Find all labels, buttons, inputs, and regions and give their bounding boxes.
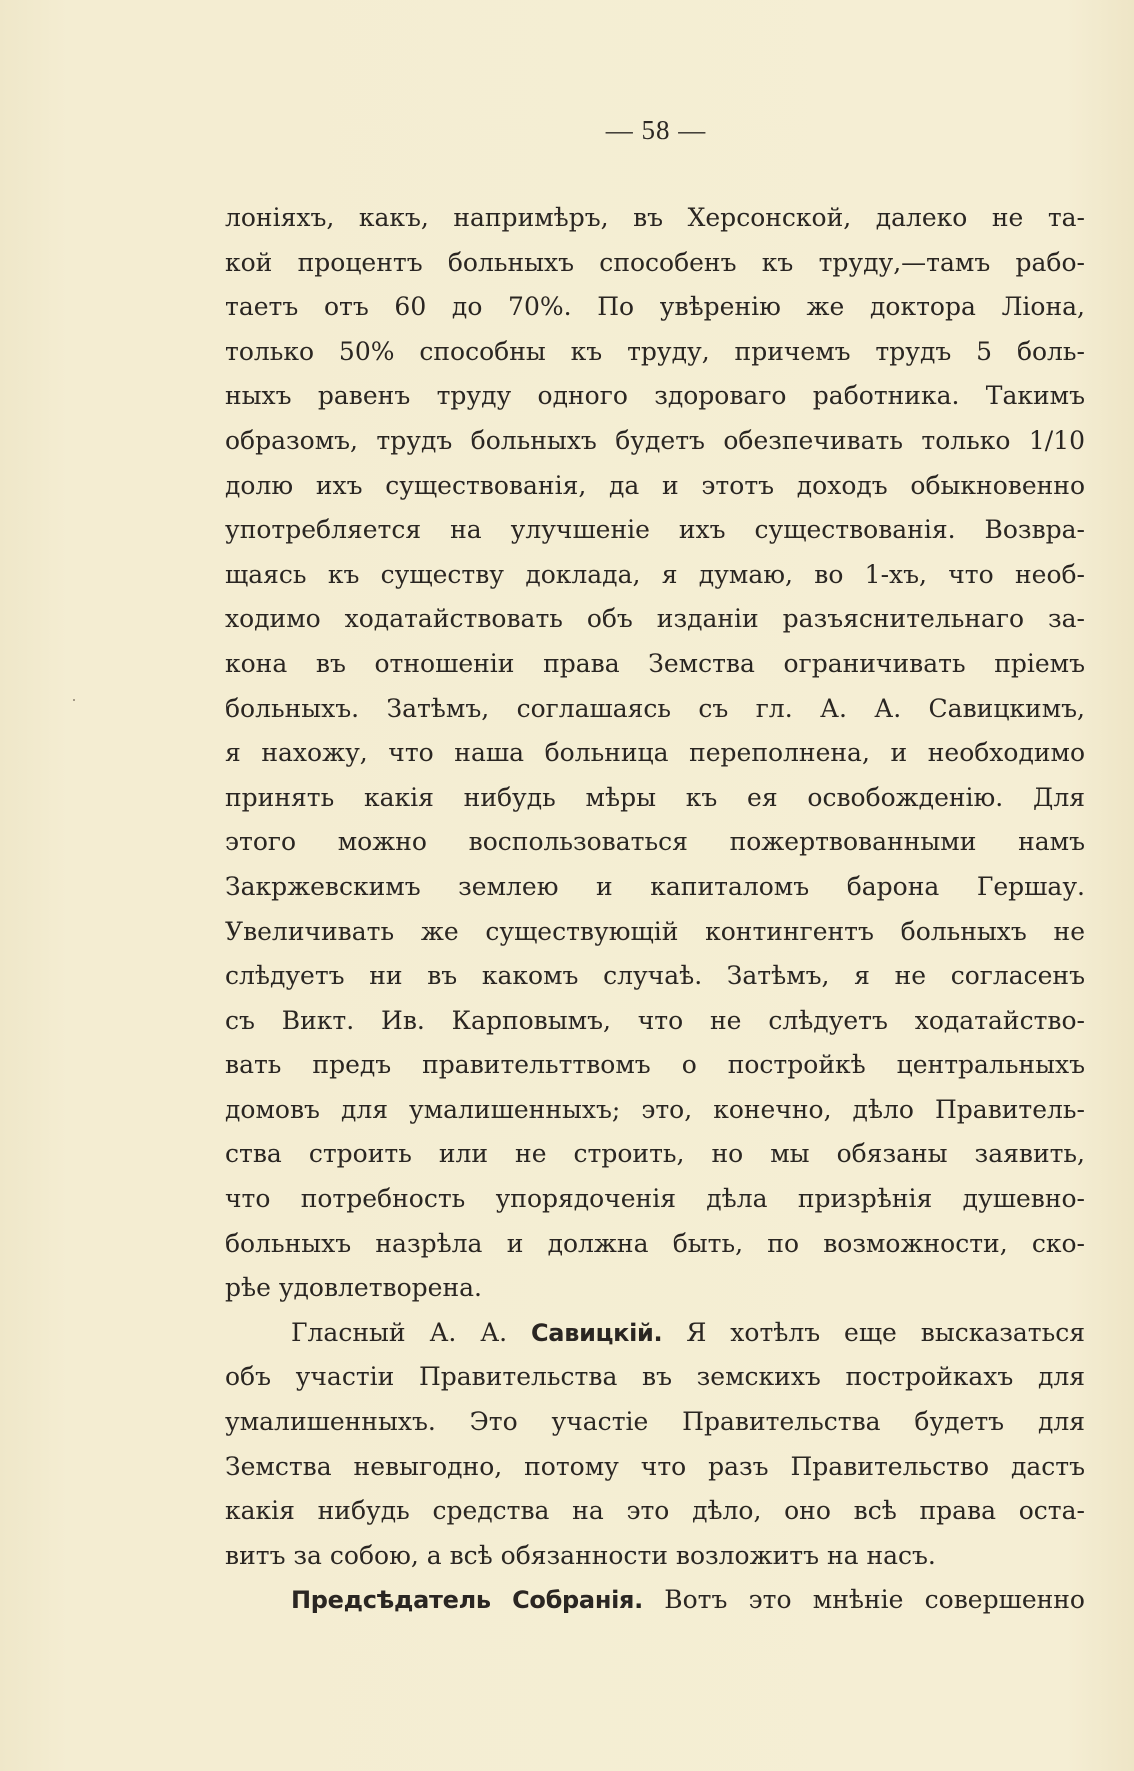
text-line: домовъ для умалишенныхъ; это, конечно, дѣло Правитель- xyxy=(225,1094,1085,1124)
text-line: этого можно воспользоваться пожертвованными намъ xyxy=(225,827,1085,857)
speech-text: Я хотѣлъ еще высказаться xyxy=(662,1317,1085,1347)
text-line: ходимо ходатайствовать объ изданіи разъяснительнаго за- xyxy=(225,604,1085,634)
text-line: какія нибудь средства на это дѣло, оно всѣ права оста- xyxy=(225,1496,1085,1526)
text-line: ства строить или не строить, но мы обязаны заявить, xyxy=(225,1139,1085,1169)
savitsky-first-line xyxy=(225,1311,1085,1356)
text-line: кона въ отношеніи права Земства ограничивать пріемъ xyxy=(225,648,1085,678)
speaker-title: Гласный А. А. xyxy=(291,1317,531,1347)
text-line: употребляется на улучшеніе ихъ существованія. Возвра- xyxy=(225,515,1085,545)
text-line: кой процентъ больныхъ способенъ къ труду,—тамъ рабо- xyxy=(225,247,1085,277)
speaker-name-chairman: Предсѣдатель Собранія. xyxy=(291,1586,643,1615)
text-line: только 50% способны къ труду, причемъ трудъ 5 боль- xyxy=(225,336,1085,366)
text-line: лоніяхъ, какъ, напримѣръ, въ Херсонской, далеко не та- xyxy=(225,203,1085,232)
text-line: ныхъ равенъ труду одного здороваго работника. Такимъ xyxy=(225,381,1085,411)
text-line: долю ихъ существованія, да и этотъ доходъ обыкновенно xyxy=(225,470,1085,500)
text-line: больныхъ. Затѣмъ, соглашаясь съ гл. А. А. Савицкимъ, xyxy=(225,693,1085,723)
text-line: я нахожу, что наша больница переполнена, и необходимо xyxy=(225,738,1085,768)
text-line: таетъ отъ 60 до 70%. По увѣренію же доктора Ліона, xyxy=(225,292,1085,322)
body-text xyxy=(225,196,1085,1623)
text-line: что потребность упорядоченія дѣла призрѣнія душевно- xyxy=(225,1184,1085,1214)
speaker-name-savitsky: Савицкій. xyxy=(530,1318,663,1347)
text-line: Земства невыгодно, потому что разъ Правительство дастъ xyxy=(225,1451,1085,1481)
speech-text: Вотъ это мнѣніе совершенно xyxy=(642,1585,1085,1615)
text-line: слѣдуетъ ни въ какомъ случаѣ. Затѣмъ, я не согласенъ xyxy=(225,961,1085,991)
page-number: — 58 — xyxy=(605,115,707,145)
text-line: щаясь къ существу доклада, я думаю, во 1-хъ, что необ- xyxy=(225,559,1085,589)
text-line: Увеличивать же существующій контингентъ больныхъ не xyxy=(225,916,1085,946)
text-line: объ участіи Правительства въ земскихъ постройкахъ для xyxy=(225,1362,1085,1392)
text-line: вать предъ правительттвомъ о постройкѣ центральныхъ xyxy=(225,1050,1085,1080)
text-line: Закржевскимъ землею и капиталомъ барона Гершау. xyxy=(225,871,1085,901)
text-line: принять какія нибудь мѣры къ ея освобожденію. Для xyxy=(225,782,1085,812)
chairman-first-line xyxy=(225,1578,1085,1623)
paper-speck xyxy=(73,699,75,701)
text-line: съ Викт. Ив. Карповымъ, что не слѣдуетъ ходатайство- xyxy=(225,1005,1085,1035)
text-line: витъ за собою, а всѣ обязанности возложитъ на насъ. xyxy=(225,1540,936,1570)
text-line: больныхъ назрѣла и должна быть, по возможности, ско- xyxy=(225,1228,1085,1258)
text-line: умалишенныхъ. Это участіе Правительства будетъ для xyxy=(225,1407,1085,1437)
text-line: образомъ, трудъ больныхъ будетъ обезпечивать только 1/10 xyxy=(225,425,1085,455)
text-line: рѣе удовлетворена. xyxy=(225,1273,482,1303)
